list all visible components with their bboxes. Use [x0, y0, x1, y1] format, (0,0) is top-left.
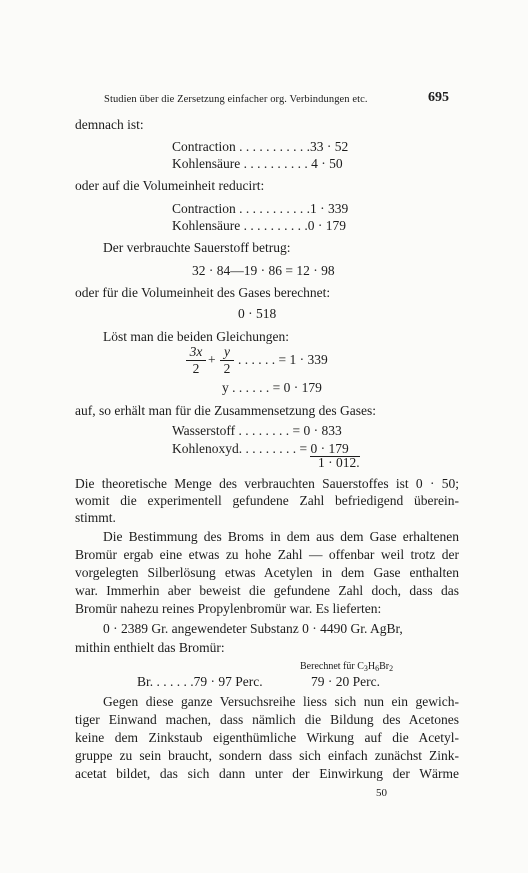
calculated-heading: Berechnet für $C_3H_6Br_2$: [300, 661, 394, 673]
text-line: Der verbrauchte Sauerstoff betrug:: [103, 240, 291, 255]
paragraph-line: vorgelegten Silberlösung etwas Acetylen in dem Gase enthalten: [75, 565, 459, 580]
paragraph-line: Die Bestimmung des Broms in dem aus dem Gase erhaltenen: [103, 529, 459, 544]
bromine-calculated: 79 · 20 Perc.: [311, 674, 380, 689]
formula-line: Kohlensäure . . . . . . . . . .0 · 179: [172, 218, 346, 233]
paragraph-line: gruppe zu sein braucht, sondern dass sich einfach zunächst Zink-: [75, 748, 459, 763]
paragraph-line: mithin enthielt das Bromür:: [75, 640, 225, 655]
text-line: auf, so erhält man für die Zusammensetzung des Gases:: [75, 403, 377, 418]
paragraph-line: war. Immerhin aber beweist die gefundene Zahl doch, dass das: [75, 583, 459, 598]
formula-line: Wasserstoff . . . . . . . . = 0 · 833: [172, 423, 342, 438]
formula-line: Kohlensäure . . . . . . . . . . 4 · 50: [172, 156, 343, 171]
paragraph-line: acetat bildet, das sich dann unter der Einwirkung der Wärme: [75, 766, 459, 781]
paragraph-line: keine dem Zinkstaub eigenthümliche Wirkung auf die Acetyl-: [75, 730, 459, 745]
text-line: Löst man die beiden Gleichungen:: [103, 329, 289, 344]
fraction-numerator: y: [224, 344, 230, 359]
paragraph-line: Bromür nahezu reines Propylenbromür war. Es lieferten:: [75, 601, 382, 616]
formula-line: 32 · 84—19 · 86 = 12 · 98: [192, 263, 335, 278]
paragraph-line: womit die experimentell gefundene Zahl befriedigend überein-: [75, 493, 459, 508]
paragraph-line: 0 · 2389 Gr. angewendeter Substanz 0 · 4490 Gr. AgBr,: [103, 621, 403, 636]
formula-line: Contraction . . . . . . . . . . .33 · 52: [172, 139, 349, 154]
paragraph-line: Die theoretische Menge des verbrauchten Sauerstoffes ist 0 · 50;: [75, 476, 459, 491]
paragraph-line: Bromür ergab eine etwas zu hohe Zahl — offenbar weil trotz der: [75, 547, 459, 562]
bromine-found: Br. . . . . . .79 · 97 Perc.: [137, 674, 263, 689]
page-number: 695: [428, 90, 449, 105]
text-line: oder für die Volumeinheit des Gases berechnet:: [75, 285, 331, 300]
fraction-denominator: 2: [192, 361, 200, 376]
formula-line: 0 · 518: [238, 306, 277, 321]
paragraph-line: Gegen diese ganze Versuchsreihe liess sich nun ein gewich-: [103, 694, 459, 709]
formula-line: Contraction . . . . . . . . . . .1 · 339: [172, 201, 349, 216]
fraction-numerator: 3x: [189, 344, 203, 359]
equation-value: . . . . . . = 1 · 339: [238, 352, 328, 367]
equation-2: y . . . . . . = 0 · 179: [222, 380, 322, 395]
fraction-denominator: 2: [223, 361, 231, 376]
paragraph-line: stimmt.: [75, 510, 116, 525]
running-title: Studien über die Zersetzung einfacher org. Verbindungen etc.: [104, 94, 368, 105]
sum-value: 1 · 012.: [318, 455, 360, 470]
text-line: demnach ist:: [75, 117, 144, 132]
text-line: oder auf die Volumeinheit reducirt:: [75, 178, 265, 193]
paragraph-line: tiger Einwand machen, dass nämlich die Bildung des Acetones: [75, 712, 459, 727]
formula-line: Kohlenoxyd. . . . . . . . . = 0 · 179: [172, 441, 349, 456]
signature-mark: 50: [376, 787, 387, 799]
plus-sign: +: [208, 352, 216, 367]
